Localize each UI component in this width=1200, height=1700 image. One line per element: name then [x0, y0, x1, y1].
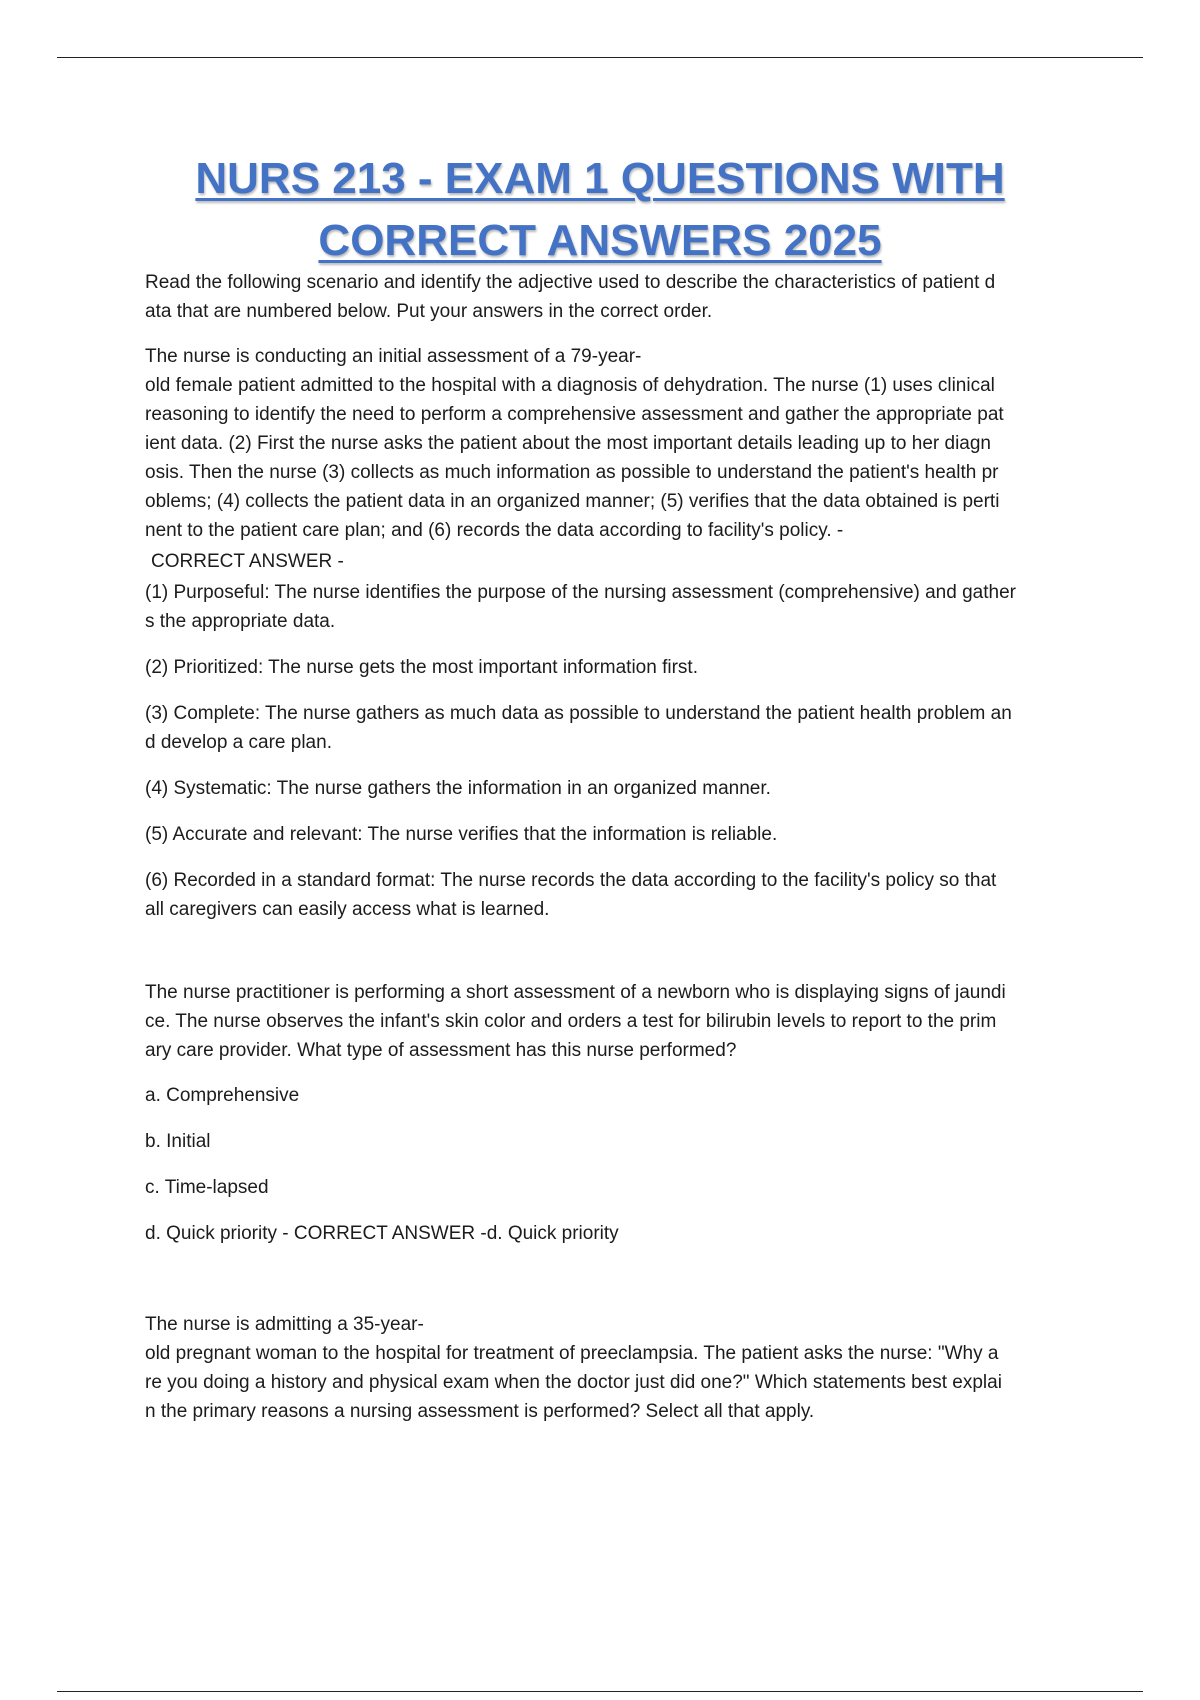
title-line-1: NURS 213 - EXAM 1 QUESTIONS WITH [195, 154, 1005, 203]
q1-intro: Read the following scenario and identify the adjective used to describe the characteristics of patient d ata that are numbered below. Put your answers in the correct order. [145, 272, 996, 322]
document-body [145, 268, 1095, 1426]
q2-option-d: d. Quick priority - CORRECT ANSWER -d. Quick priority [145, 1223, 619, 1244]
q1-scenario: The nurse is conducting an initial assessment of a 79-year- old female patient admitted to the hospital with a diagnosis of dehydration. The nurse (1) uses clinical reasoning to identify the need to perform a comprehensive assessment and gather the appropriate pat ient data. (2) First the nurse asks the patient about the most important details leading up to her diagn osis. Then the nurse (3) collects as much information as possible to understand the patient's health pr oblems; (4) collects the patient data in an organized manner; (5) verifies that the data obtained is perti nent to the patient care plan; and (6) records the data according to facility's policy. - [145, 346, 1004, 541]
q1-answer-2: (2) Prioritized: The nurse gets the most important information first. [145, 657, 698, 678]
top-rule [57, 57, 1143, 58]
q2-option-c: c. Time-lapsed [145, 1177, 269, 1198]
q2-option-a: a. Comprehensive [145, 1085, 300, 1106]
q1-answer-5: (5) Accurate and relevant: The nurse verifies that the information is reliable. [145, 824, 778, 845]
q1-correct-label: CORRECT ANSWER - [151, 551, 344, 572]
title-line-2: CORRECT ANSWERS 2025 [318, 216, 882, 265]
q1-answer-1: (1) Purposeful: The nurse identifies the purpose of the nursing assessment (comprehensive) and gather s the appropriate data. [145, 582, 1016, 632]
document-title [100, 148, 1100, 272]
q2-option-b: b. Initial [145, 1131, 211, 1152]
bottom-rule [57, 1691, 1143, 1692]
q1-answer-4: (4) Systematic: The nurse gathers the information in an organized manner. [145, 778, 771, 799]
q3-question: The nurse is admitting a 35-year- old pregnant woman to the hospital for treatment of preeclampsia. The patient asks the nurse: "Why a re you doing a history and physical exam when the doctor just did one?" Which statements best explai n the primary reasons a nursing assessment is performed? Select all that apply. [145, 1314, 1002, 1422]
q1-answer-6: (6) Recorded in a standard format: The nurse records the data according to the facility's policy so that all caregivers can easily access what is learned. [145, 870, 997, 920]
q1-answer-3: (3) Complete: The nurse gathers as much data as possible to understand the patient health problem an d develop a care plan. [145, 703, 1012, 753]
q2-question: The nurse practitioner is performing a short assessment of a newborn who is displaying signs of jaundi ce. The nurse observes the infant's skin color and orders a test for bilirubin levels to report to the prim ary care provider. What type of assessment has this nurse performed? [145, 982, 1006, 1061]
